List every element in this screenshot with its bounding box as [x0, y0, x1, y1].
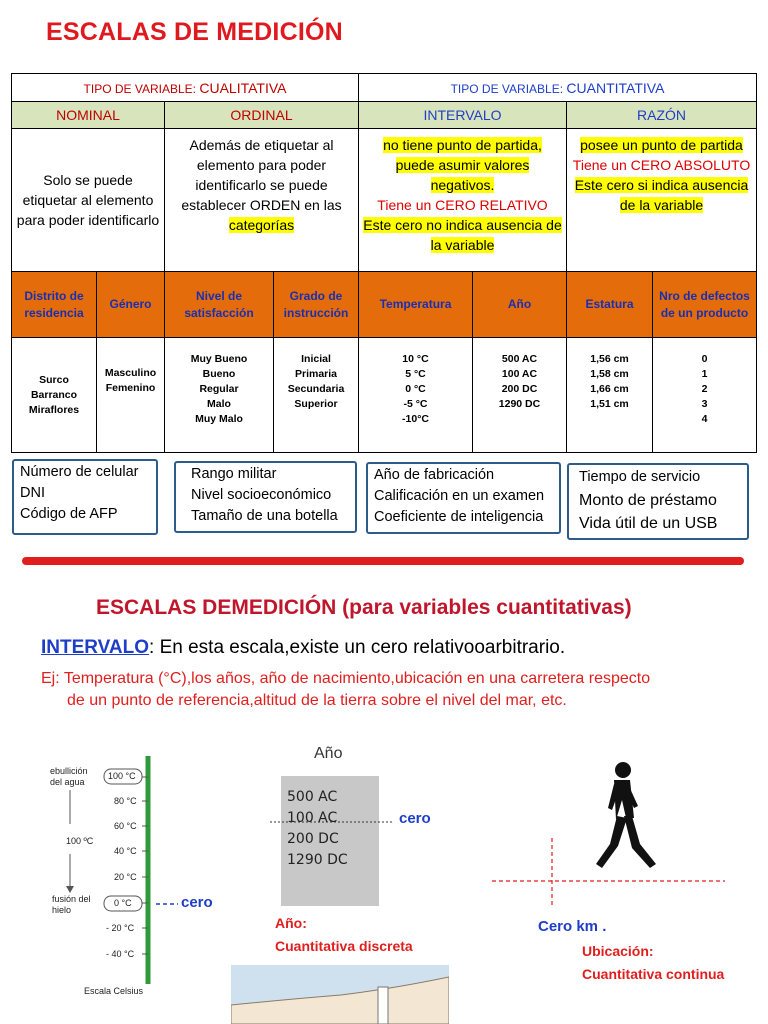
scale-razon: RAZÓN [567, 102, 757, 129]
descriptions-row [12, 129, 757, 272]
examples-text: Ej: Temperatura (°C),los años, año de nacimiento,ubicación en una carretera respecto de un punto de referencia,altitud de la tierra sobre el nivel del mar, etc. [41, 670, 651, 709]
label-ebullicion: ebullición del agua [50, 766, 88, 787]
thermometer-figure [40, 752, 240, 1002]
var-temperatura: Temperatura [359, 272, 473, 338]
scale-ordinal: ORDINAL [165, 102, 359, 129]
hill-image [231, 965, 449, 1024]
section-title: ESCALAS DEMEDICIÓN (para variables cuantitativas) [96, 596, 632, 619]
tick-0: 0 °C [114, 898, 132, 908]
intervalo-definition: INTERVALO: En esta escala,existe un cero relativooarbitrario. [41, 637, 566, 658]
desc-ordinal: Además de etiquetar al elemento para poder identificarlo se puede establecer ORDEN en las categorías [165, 129, 359, 272]
ex-anio: 500 AC 100 AC 200 DC 1290 DC [473, 338, 567, 453]
ex-defectos: 0 1 2 3 4 [653, 338, 757, 453]
var-nro-defectos: Nro de defectos de un producto [653, 272, 757, 338]
anio-header: Año [314, 745, 343, 762]
tick-minus40: - 40 °C [106, 949, 135, 959]
tick-60: 60 °C [114, 821, 137, 831]
tick-80: 80 °C [114, 796, 137, 806]
ex-nivel: Muy Bueno Bueno Regular Malo Muy Malo [165, 338, 274, 453]
scale-names-row [12, 102, 757, 129]
box-ordinal-examples: Rango militar Nivel socioeconómico Tamaño de una botella [174, 461, 357, 533]
thermometer-cero-label: cero [181, 894, 213, 911]
examples-row [12, 338, 757, 453]
walking-person-icon [596, 762, 656, 868]
red-divider [22, 557, 744, 565]
desc-nominal: Solo se puede etiquetar al elemento para poder identificarlo [12, 129, 165, 272]
ex-grado: Inicial Primaria Secundaria Superior [274, 338, 359, 453]
thermometer-caption: Escala Celsius [84, 986, 144, 996]
ex-temperatura: 10 °C 5 °C 0 °C -5 °C -10°C [359, 338, 473, 453]
desc-intervalo: no tiene punto de partida, puede asumir valores negativos. Tiene un CERO RELATIVO Este cero no indica ausencia de la variable [359, 129, 567, 272]
ex-distrito: Surco Barranco Miraflores [12, 338, 97, 453]
tick-20: 20 °C [114, 872, 137, 882]
box-intervalo-examples: Año de fabricación Calificación en un examen Coeficiente de inteligencia [366, 462, 561, 534]
qualitative-header: TIPO DE VARIABLE: CUALITATIVA [12, 74, 359, 102]
anio-list: 500 AC 100 AC 200 DC 1290 DC [287, 789, 348, 868]
label-100-range: 100 ºC [66, 836, 94, 846]
anio-caption-2: Cuantitativa discreta [275, 938, 413, 954]
ex-genero: Masculino Femenino [97, 338, 165, 453]
desc-razon: posee un punto de partida Tiene un CERO ABSOLUTO Este cero si indica ausencia de la variable [567, 129, 757, 272]
intervalo-label: INTERVALO [41, 637, 150, 658]
hill-drawing [231, 965, 449, 1024]
var-estatura: Estatura [567, 272, 653, 338]
var-distrito: Distrito de residencia [12, 272, 97, 338]
label-fusion: fusión del hielo [52, 894, 91, 915]
variables-row [12, 272, 757, 338]
cero-km-label: Cero km . [538, 918, 607, 935]
ubicacion-caption-1: Ubicación: [582, 943, 654, 959]
anio-cero-line [270, 812, 400, 826]
scale-nominal: NOMINAL [12, 102, 165, 129]
scales-table [11, 73, 757, 453]
ubicacion-caption-2: Cuantitativa continua [582, 966, 725, 982]
var-nivel-satisfaccion: Nivel de satisfacción [165, 272, 274, 338]
quantitative-header: TIPO DE VARIABLE: CUANTITATIVA [359, 74, 757, 102]
box-nominal-examples: Número de celular DNI Código de AFP [12, 459, 158, 535]
scale-intervalo: INTERVALO [359, 102, 567, 129]
anio-caption-1: Año: [275, 915, 307, 931]
walker-figure [490, 760, 760, 910]
variable-type-row [12, 74, 757, 102]
tick-minus20: - 20 °C [106, 923, 135, 933]
box-razon-examples: Tiempo de servicio Monto de préstamo Vida útil de un USB [567, 463, 749, 540]
tick-100: 100 °C [108, 771, 136, 781]
var-genero: Género [97, 272, 165, 338]
ex-estatura: 1,56 cm 1,58 cm 1,66 cm 1,51 cm [567, 338, 653, 453]
var-grado-instruccion: Grado de instrucción [274, 272, 359, 338]
var-anio: Año [473, 272, 567, 338]
anio-cero-label: cero [399, 810, 431, 827]
tick-40: 40 °C [114, 846, 137, 856]
page-title: ESCALAS DE MEDICIÓN [46, 18, 343, 46]
thermometer-drawing [40, 752, 240, 1002]
